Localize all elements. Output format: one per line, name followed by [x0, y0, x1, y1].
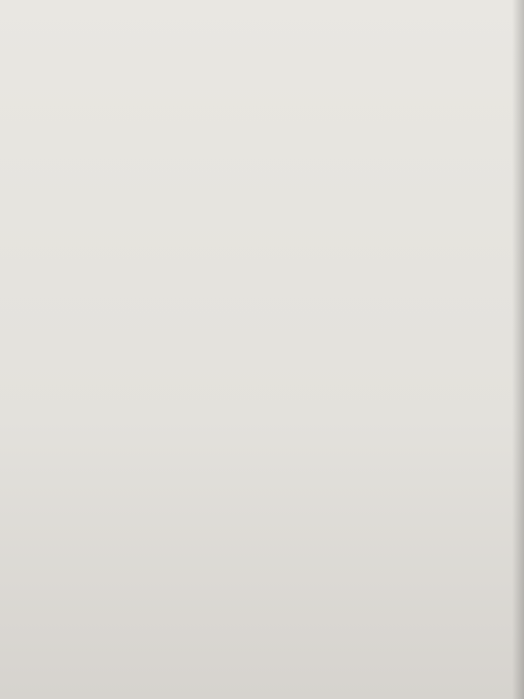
page-edge-shadow — [512, 0, 524, 699]
